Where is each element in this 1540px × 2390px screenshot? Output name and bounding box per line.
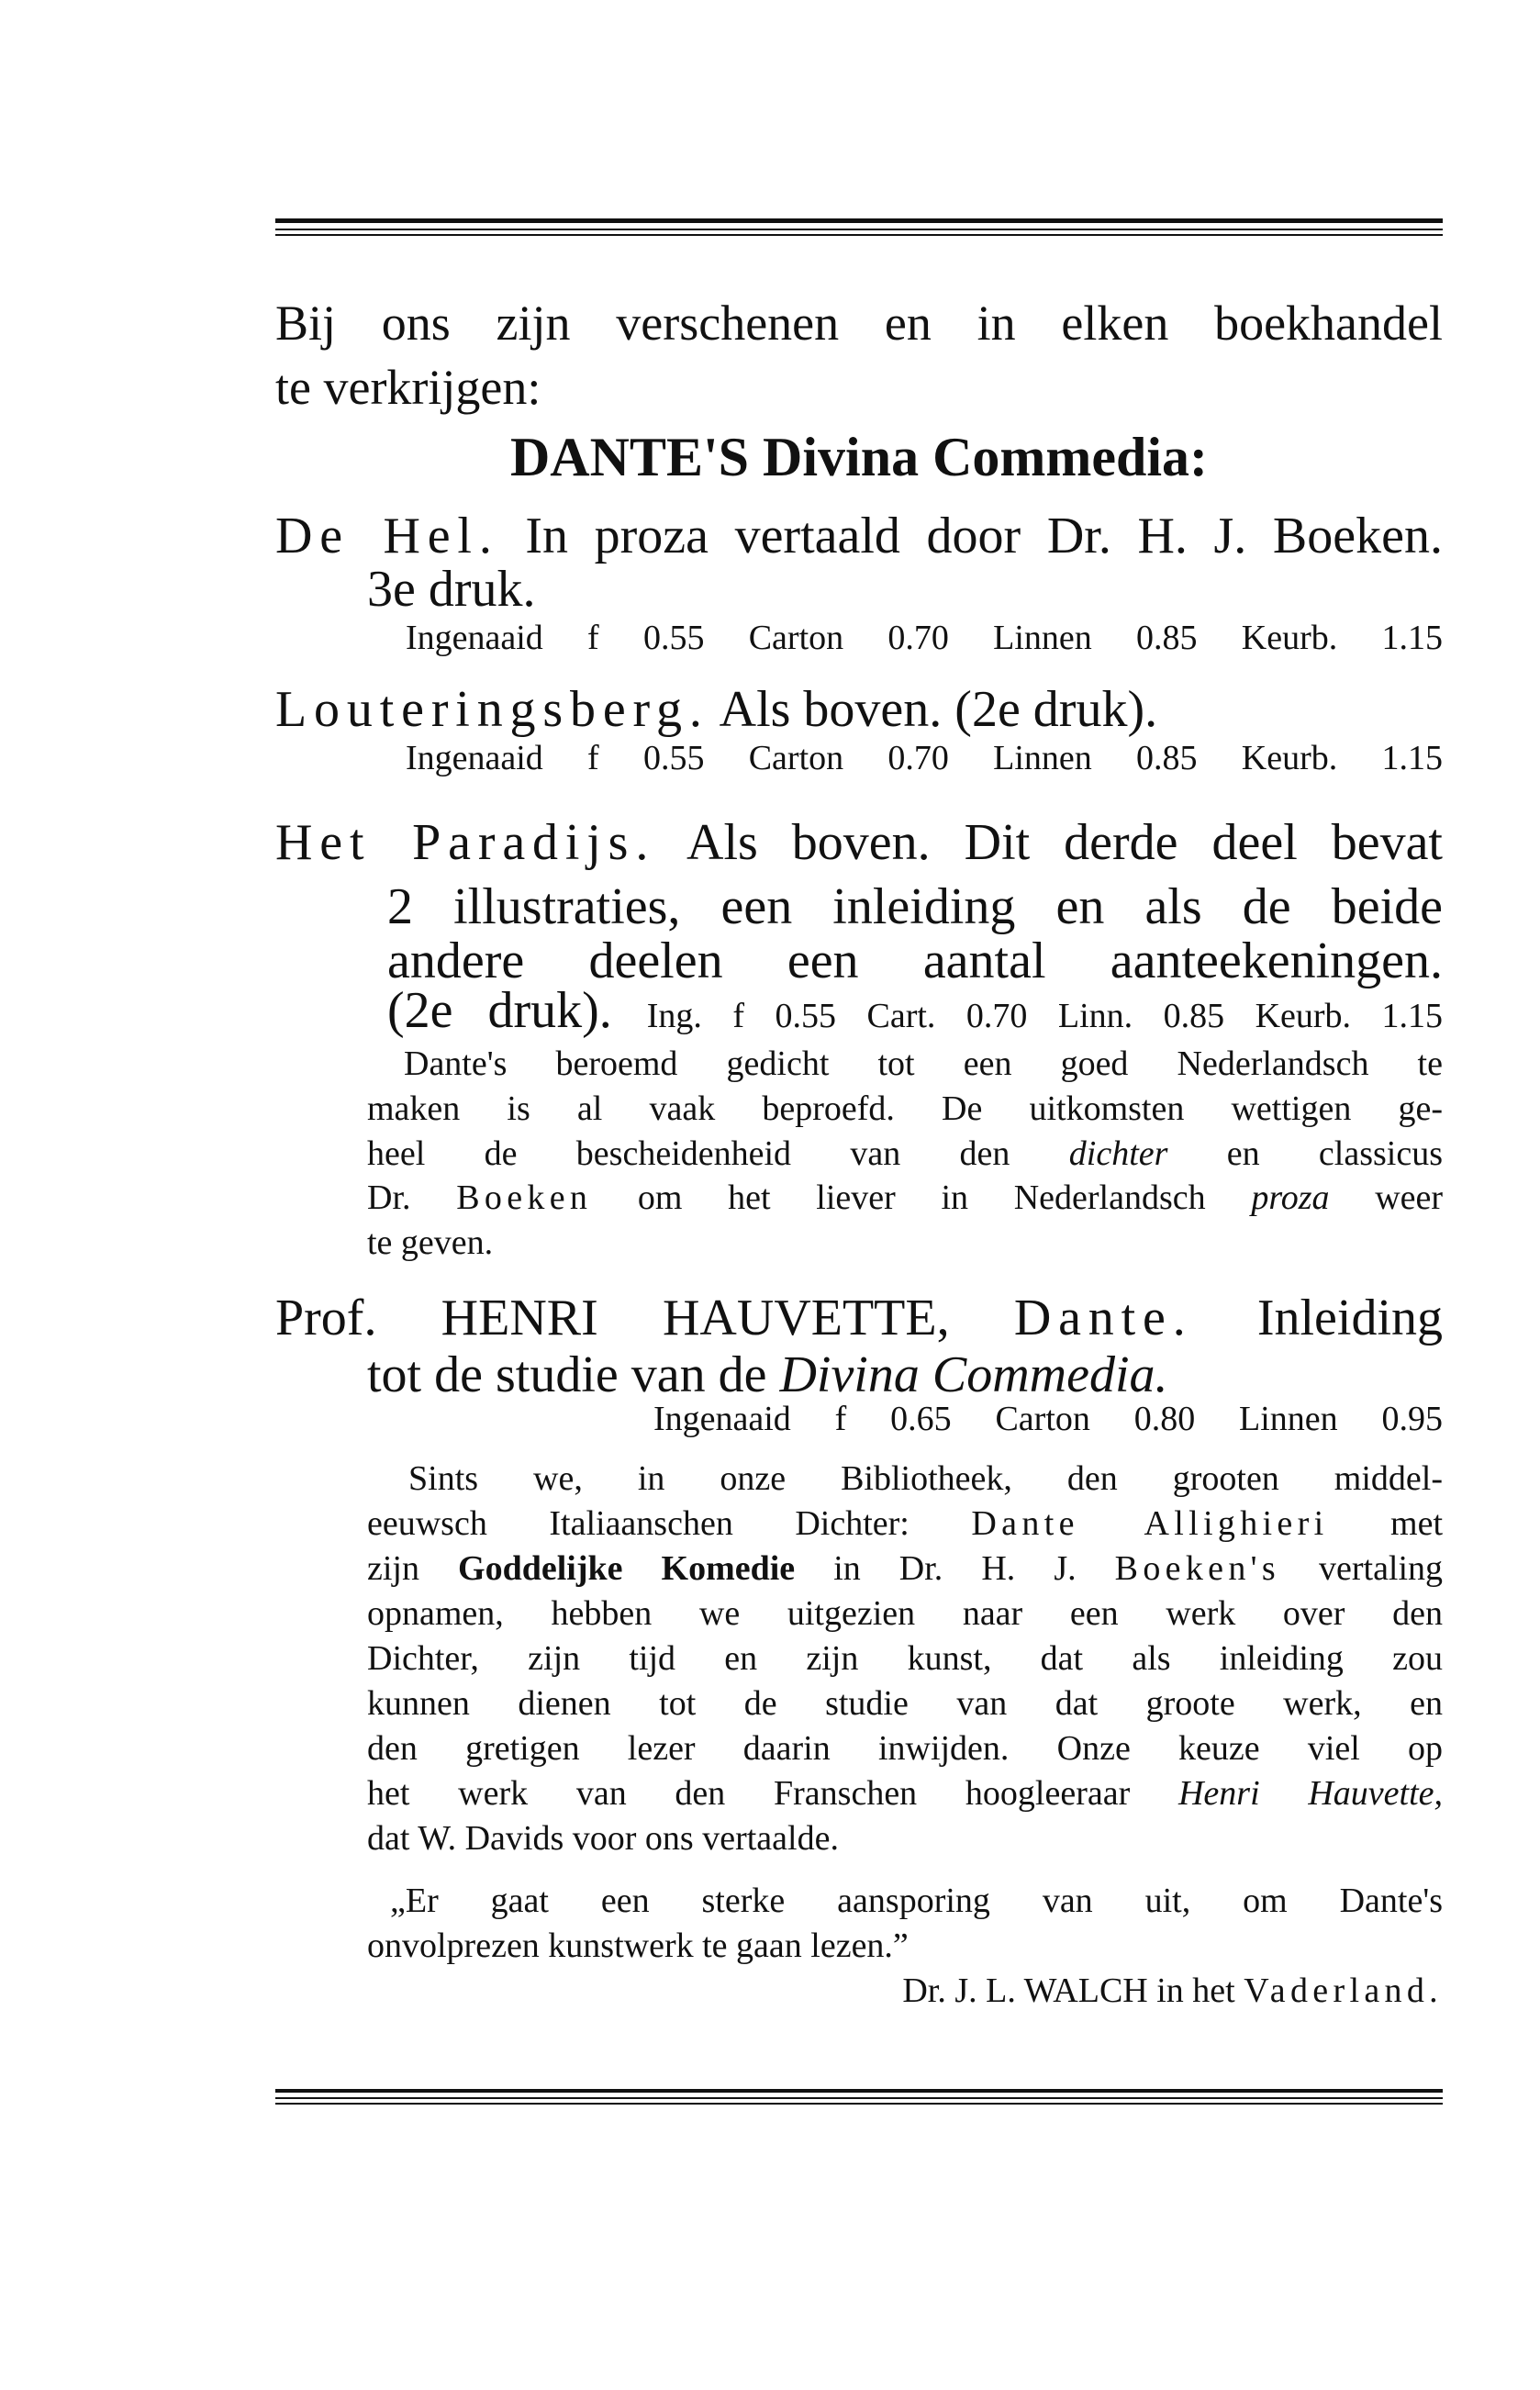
paradijs-line-3: andere deelen een aantal aanteekeningen.	[387, 933, 1443, 989]
paradijs-prices: Ing. f 0.55 Cart. 0.70 Linn. 0.85 Keurb. 1.15	[646, 997, 1444, 1035]
note2-line-6: kunnen dienen tot de studie van dat groote werk, en	[367, 1684, 1443, 1723]
note1-line-1: Dante's beroemd gedicht tot een goed Nederlandsch te	[404, 1044, 1443, 1083]
note1-line-2: maken is al vaak beproefd. De uitkomsten wettigen ge-	[367, 1089, 1443, 1128]
quote-line-2: onvolprezen kunstwerk te gaan lezen.”	[367, 1927, 909, 1965]
note2-boekens: Boeken's	[1114, 1549, 1280, 1588]
intro-line-1: Bij ons zijn verschenen en in elken boekhandel	[275, 296, 1443, 351]
note2-line-2	[367, 1506, 1443, 1541]
heading-title: DANTE'S Divina Commedia:	[509, 427, 1209, 487]
note2-line-3a: zijn	[367, 1549, 419, 1588]
note2-line-8	[367, 1776, 1443, 1811]
louteringsberg-title: Louteringsberg.	[275, 681, 709, 738]
hauvette-line-2	[367, 1346, 1168, 1403]
hauvette-line-2a: tot de studie van de	[367, 1346, 767, 1403]
note2-line-3	[367, 1551, 1443, 1586]
hauvette-prices: Ingenaaid f 0.65 Carton 0.80 Linnen 0.95	[653, 1400, 1443, 1438]
paradijs-line-2: 2 illustraties, een inleiding en als de beide	[387, 878, 1443, 935]
hauvette-divina: Divina Commedia.	[779, 1346, 1168, 1403]
louteringsberg-line	[275, 681, 1158, 738]
hel-line-1-rest: In proza vertaald door Dr. H. J. Boeken.	[525, 508, 1443, 564]
note2-line-7: den gretigen lezer daarin inwijden. Onze keuze viel op	[367, 1729, 1443, 1768]
hauvette-line-1	[275, 1292, 1443, 1344]
note1-line-4	[367, 1180, 1443, 1215]
note1-line-4a: Dr.	[367, 1178, 411, 1217]
louteringsberg-prices: Ingenaaid f 0.55 Carton 0.70 Linnen 0.85 Keurb. 1.15	[406, 739, 1443, 777]
note2-goddelijke-komedie: Goddelijke Komedie	[458, 1549, 796, 1588]
note1-boeken: Boeken	[456, 1178, 593, 1217]
note2-line-9: dat W. Davids voor ons vertaalde.	[367, 1819, 839, 1858]
quote-vaderland: Vaderland.	[1244, 1971, 1443, 2010]
hel-line-2: 3e druk.	[367, 561, 536, 618]
paradijs-druk: (2e druk).	[387, 982, 612, 1039]
note2-line-2a: eeuwsch Italiaanschen Dichter:	[367, 1504, 909, 1543]
hel-title: De Hel.	[275, 508, 499, 564]
hel-prices: Ingenaaid f 0.55 Carton 0.70 Linnen 0.85 Keurb. 1.15	[406, 619, 1443, 657]
note2-line-5: Dichter, zijn tijd en zijn kunst, dat als inleiding zou	[367, 1639, 1443, 1678]
paradijs-title: Het Paradijs.	[275, 814, 656, 871]
note2-line-1: Sints we, in onze Bibliotheek, den grooten middel-	[408, 1459, 1443, 1498]
note2-line-4: opnamen, hebben we uitgezien naar een werk over den	[367, 1594, 1443, 1633]
quote-line-1: „Er gaat een sterke aansporing van uit, om Dante's	[390, 1882, 1443, 1920]
note1-line-3a: heel de bescheidenheid van den	[367, 1134, 1010, 1173]
note1-line-3	[367, 1136, 1443, 1171]
intro-line-2: te verkrijgen:	[275, 360, 541, 415]
paradijs-line-1	[275, 814, 1443, 871]
note1-line-3c: en classicus	[1226, 1134, 1444, 1173]
hauvette-author: Prof. HENRI HAUVETTE,	[275, 1290, 950, 1346]
note2-dante-allighieri: Dante Allighieri	[971, 1504, 1329, 1543]
hauvette-dante: Dante.	[1013, 1290, 1193, 1346]
note1-dichter: dichter	[1068, 1134, 1168, 1173]
note2-line-2c: met	[1390, 1504, 1444, 1543]
louteringsberg-rest: Als boven. (2e druk).	[719, 681, 1158, 738]
hauvette-inleiding: Inleiding	[1256, 1290, 1444, 1346]
note2-line-3e: vertaling	[1318, 1549, 1444, 1588]
note1-line-4e: weer	[1375, 1178, 1444, 1217]
note1-line-4c: om het liever in Nederlandsch	[637, 1178, 1206, 1217]
note2-line-3c: in Dr. H. J.	[833, 1549, 1077, 1588]
note1-line-5: te geven.	[367, 1223, 494, 1262]
note1-proza: proza	[1251, 1178, 1330, 1217]
note2-line-8a: het werk van den Franschen hoogleeraar	[367, 1774, 1131, 1813]
quote-attribution-a: Dr. J. L. WALCH in het	[902, 1971, 1235, 2010]
paradijs-line-4	[387, 982, 1444, 1039]
quote-attribution	[902, 1973, 1443, 2008]
note2-henri-hauvette: Henri Hauvette,	[1177, 1774, 1444, 1813]
paradijs-line-1-rest: Als boven. Dit derde deel bevat	[686, 814, 1443, 871]
hel-line-1	[275, 510, 1443, 562]
